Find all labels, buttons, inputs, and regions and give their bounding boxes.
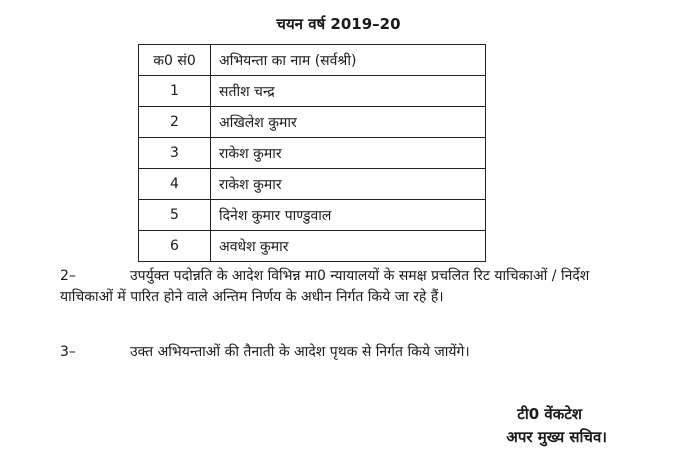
paragraph-number: 2–: [60, 268, 76, 284]
table-row: [139, 231, 486, 262]
signatory-designation: अपर मुख्य सचिव।: [506, 428, 607, 446]
serial-cell: 4: [139, 169, 211, 200]
paragraph-2: [60, 266, 620, 308]
table-header-row: [139, 45, 486, 76]
name-cell: अखिलेश कुमार: [211, 107, 486, 138]
name-cell: अवधेश कुमार: [211, 231, 486, 262]
name-cell: राकेश कुमार: [211, 138, 486, 169]
name-cell: सतीश चन्द्र: [211, 76, 486, 107]
engineer-table: [138, 44, 486, 262]
serial-header: क0 सं0: [139, 45, 211, 76]
serial-cell: 6: [139, 231, 211, 262]
signatory-name: टी0 वेंकटेश: [517, 405, 582, 423]
table-row: [139, 107, 486, 138]
paragraph-number: 3–: [60, 344, 76, 360]
paragraph-3: [60, 342, 620, 363]
selection-year-heading: चयन वर्ष 2019–20: [276, 15, 401, 33]
name-cell: दिनेश कुमार पाण्डुवाल: [211, 200, 486, 231]
paragraph-text: उपर्युक्त पदोन्नति के आदेश विभिन्न मा0 न्यायालयों के समक्ष प्रचलित रिट याचिकाओं / निर्देश याचिकाओं में पारित होने वाले अन्तिम निर्णय के अधीन निर्गत किये जा रहे हैं।: [60, 268, 590, 305]
serial-cell: 1: [139, 76, 211, 107]
paragraph-text: उक्त अभियन्ताओं की तैनाती के आदेश पृथक से निर्गत किये जायेंगे।: [130, 344, 470, 360]
table-row: [139, 200, 486, 231]
serial-cell: 5: [139, 200, 211, 231]
table-row: [139, 169, 486, 200]
serial-cell: 3: [139, 138, 211, 169]
name-cell: राकेश कुमार: [211, 169, 486, 200]
table-row: [139, 138, 486, 169]
serial-cell: 2: [139, 107, 211, 138]
table-row: [139, 76, 486, 107]
name-header: अभियन्ता का नाम (सर्वश्री): [211, 45, 486, 76]
